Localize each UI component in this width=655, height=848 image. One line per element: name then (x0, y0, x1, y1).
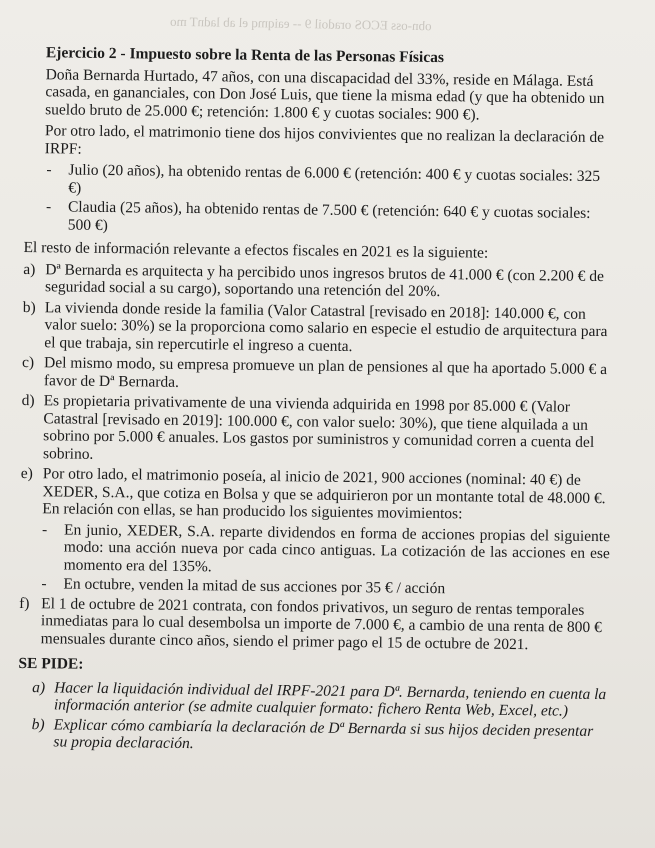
item-text: Es propietaria privativamente de una vivienda adquirida en 1998 por 85.000 € (Valor Catastral [revisado en 2019]: 100.000 €, con valor suelo: 30%), que tiene alquilada a un sobrino por 5.000 € anuales. Los gastos por suministros y comunidad corren a cuenta del sobrino. (42, 392, 595, 463)
rest-intro: El resto de información relevante a efectos fiscales en 2021 es la siguiente: (23, 238, 489, 262)
task-label: b) (31, 715, 45, 733)
list-item (19, 594, 610, 654)
list-item (22, 298, 613, 358)
children-intro: Por otro lado, el matrimonio tiene dos hijos convivientes que no realizan la declaración de IRPF: (44, 122, 605, 158)
child-dash: - (46, 161, 52, 179)
child-item (46, 161, 614, 203)
item-label: d) (21, 391, 35, 410)
item-label: e) (20, 464, 33, 483)
item-text: Dª Bernarda es arquitecta y ha percibido unos ingresos brutos de 41.000 € (con 2.200 € de seguridad social a su cargo), soportando una retención del 20%. (44, 260, 605, 301)
task-text: Explicar cómo cambiaría la declaración de Dª Bernarda si sus hijos deciden presentar su propia declaración. (53, 715, 594, 753)
intro-paragraph: Doña Bernarda Hurtado, 47 años, con una discapacidad del 33%, reside en Málaga. Está casada, en gananciales, con Don José Luis, que tiene la misma edad (y que ha obtenido un sueldo bruto de 25.000 €; retención: 1.800 € y cuotas sociales: 900 €). (45, 65, 605, 124)
exercise-title: Ejercicio 2 - Impuesto sobre la Renta de las Personas Físicas (45, 44, 445, 67)
item-text: Del mismo modo, su empresa promueve un plan de pensiones al que ha aportado 5.000 € a favor de Dª Bernarda. (43, 354, 608, 391)
exercise-content (17, 44, 616, 760)
item-label: c) (22, 353, 35, 372)
item-text: El 1 de octubre de 2021 contrata, con fondos privativos, un seguro de rentas temporales inmediatas para lo cual desembolsa un importe de 7.000 €, a cambio de una renta de 800 € mensuales durante cinco años, siendo el primer pago el 15 de octubre de 2021. (40, 594, 602, 653)
task-label: a) (32, 678, 46, 696)
item-label: f) (19, 594, 30, 612)
task-item (32, 679, 608, 721)
list-item (22, 354, 612, 396)
child-dash: - (45, 198, 52, 216)
subitem-dash: - (41, 520, 48, 538)
list-item (23, 260, 613, 302)
list-item (20, 465, 611, 525)
item-text: La vivienda donde reside la familia (Valor Catastral [revisado en 2018]: 140.000 €, con valor suelo: 30%) se la proporciona como salario en especie el estudio de arquitectura para el que trabaja, sin repercutirle el ingreso a cuenta. (44, 298, 608, 355)
task-text: Hacer la liquidación individual del IRPF-2021 para Dª. Bernarda, teniendo en cuenta la información anterior (se admite cualquier formato: fichero Renta Web, Excel, etc.) (53, 678, 607, 720)
item-label: b) (22, 298, 36, 316)
item-text: Por otro lado, el matrimonio poseía, al inicio de 2021, 900 acciones (nominal: 40 €) de XEDER, S.A., que cotiza en Bolsa y que se adquirieron por un montante total de 48.000 €. En relación con ellas, se han producido los siguientes movimientos: (42, 465, 606, 523)
subitem-dash: - (41, 575, 47, 593)
bleed-through-text: obn-oss ECOS oradoil 9 -- eaiqmq el ab ladnT mo (169, 13, 432, 34)
se-pide-heading: SE PIDE: (18, 654, 84, 673)
task-item (31, 716, 607, 758)
subitem-text: En octubre, venden la mitad de sus acciones por 35 € / acción (63, 575, 446, 598)
subitem (42, 521, 611, 580)
child-item (46, 198, 614, 240)
list-item (21, 392, 612, 469)
child-text: Claudia (25 años), ha obtenido rentas de 7.500 € (retención: 640 € y cuotas sociales: 500 €) (67, 198, 591, 234)
item-label: a) (23, 260, 36, 278)
subitem-text: En junio, XEDER, S.A. reparte dividendos en forma de acciones propias del siguiente modo: una acción nueva por cada cinco antiguas. La cotización de las acciones en ese momento era del 135%. (63, 521, 611, 575)
child-text: Julio (20 años), ha obtenido rentas de 6.000 € (retención: 400 € y cuotas sociales: 325 €) (68, 161, 601, 197)
